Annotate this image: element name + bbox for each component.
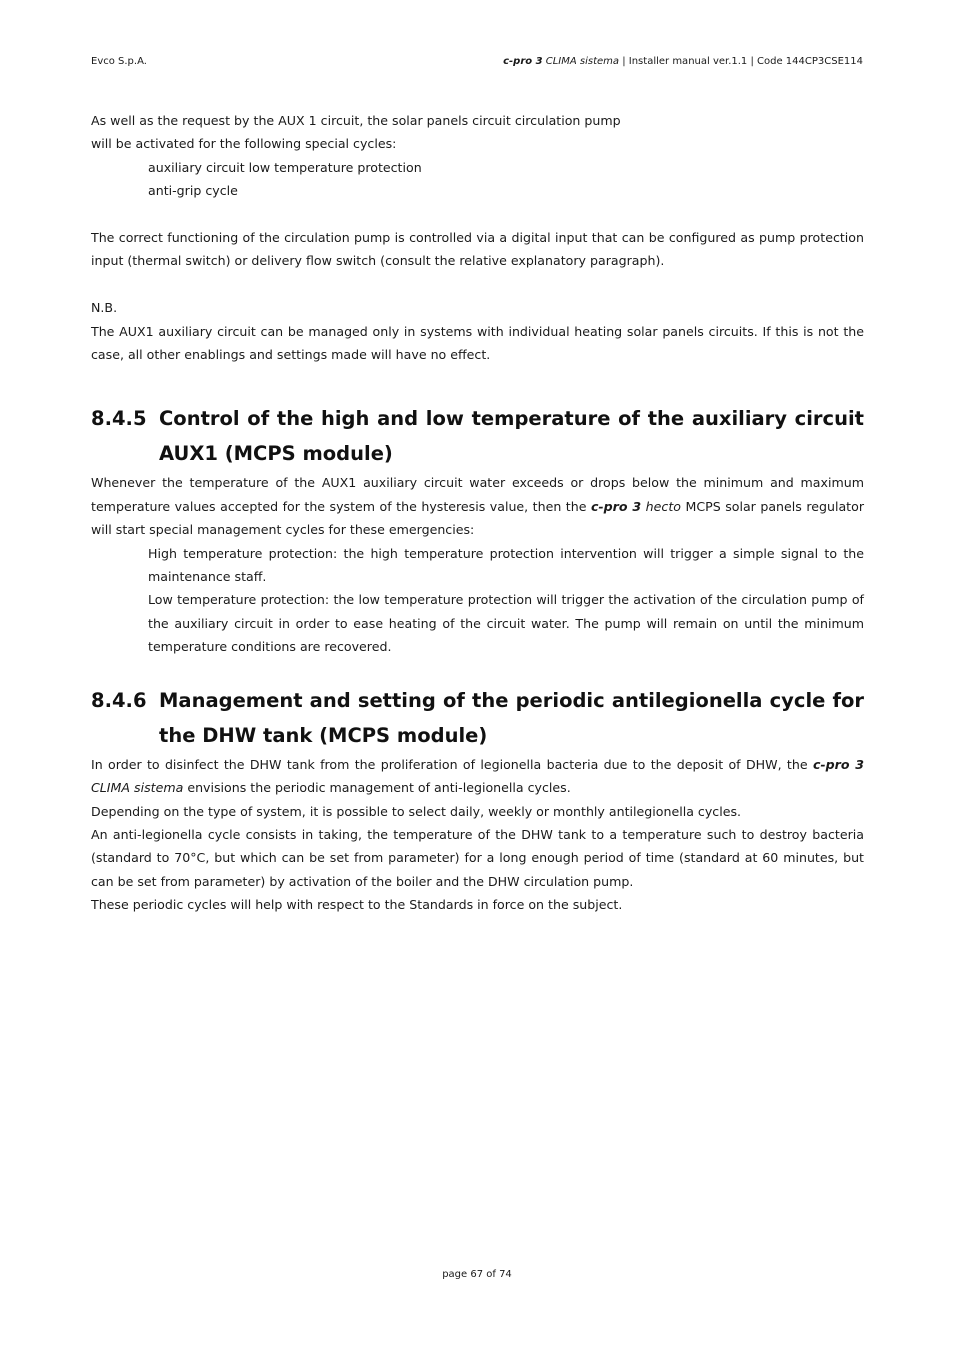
header-product-italic: CLIMA sistema xyxy=(545,56,620,67)
section-846-paragraph-2: Depending on the type of system, it is possible to select daily, weekly or monthly antilegionella cycles. xyxy=(91,803,742,819)
intro-line-1: As well as the request by the AUX 1 circuit, the solar panels circuit circulation pump xyxy=(91,113,621,128)
header-document-info xyxy=(503,56,863,67)
section-heading-845 xyxy=(91,401,864,471)
low-temperature-protection: Low temperature protection: the low temperature protection will trigger the activation of the circulation pump of the auxiliary circuit in order to ease heating of the circuit water. The pump will remain on until the minimum temperature conditions are recovered. xyxy=(148,592,864,655)
section-846-paragraph-3: An anti-legionella cycle consists in taking, the temperature of the DHW tank to a temperature such to destroy bacteria (standard to 70°C, but which can be set from parameter) for a long enough period of time (standard at 60 minutes, but can be set from parameter) by activation of the boiler and the DHW circulation pump. xyxy=(91,826,864,889)
header-company: Evco S.p.A. xyxy=(91,56,147,67)
product-name-italic: CLIMA sistema xyxy=(91,780,184,796)
section-title: Control of the high and low temperature of the auxiliary circuit AUX1 (MCPS module) xyxy=(159,407,864,466)
special-cycle-item: anti-grip cycle xyxy=(148,183,238,199)
product-name-bold: c-pro 3 xyxy=(812,756,864,772)
special-cycle-item: auxiliary circuit low temperature protection xyxy=(148,159,422,175)
section-number: 8.4.5 xyxy=(91,407,147,431)
nb-label: N.B. xyxy=(91,300,118,316)
intro-line-2: will be activated for the following special cycles: xyxy=(91,136,397,152)
high-temperature-protection: High temperature protection: the high temperature protection intervention will trigger a simple signal to the maintenance staff. xyxy=(148,545,864,585)
pump-check-paragraph: The correct functioning of the circulation pump is controlled via a digital input that can be configured as pump protection input (thermal switch) or delivery flow switch (consult the relative explanatory paragraph). xyxy=(91,230,864,269)
section-title: Management and setting of the periodic antilegionella cycle for the DHW tank (MCPS module) xyxy=(159,688,864,747)
section-number: 8.4.6 xyxy=(91,688,147,712)
section-846-paragraph-4: These periodic cycles will help with respect to the Standards in force on the subject. xyxy=(91,897,623,913)
page-number: page 67 of 74 xyxy=(442,1269,512,1280)
section-heading-846 xyxy=(91,683,864,753)
product-name-italic: hecto xyxy=(641,498,681,514)
header-manual-info: | Installer manual ver.1.1 | Code 144CP3CSE114 xyxy=(619,56,863,67)
page-content xyxy=(91,109,864,917)
product-name-bold: c-pro 3 xyxy=(590,498,642,514)
nb-paragraph: The AUX1 auxiliary circuit can be managed only in systems with individual heating solar panels circuits. If this is not the case, all other enablings and settings made will have no effect. xyxy=(91,323,864,363)
header-product-bold: c-pro 3 xyxy=(503,56,543,67)
section-846-paragraph-1: In order to disinfect the DHW tank from the proliferation of legionella bacteria due to the deposit of DHW, the c-pro 3 CLIMA sistema envisions the periodic management of anti-legionella cycles. xyxy=(91,756,864,796)
section-845-intro: Whenever the temperature of the AUX1 auxiliary circuit water exceeds or drops below the minimum and maximum temperature values accepted for the system of the hysteresis value, then the c-pro 3 hecto MCPS solar panels regulator will start special management cycles for these emergencies: xyxy=(91,475,864,538)
